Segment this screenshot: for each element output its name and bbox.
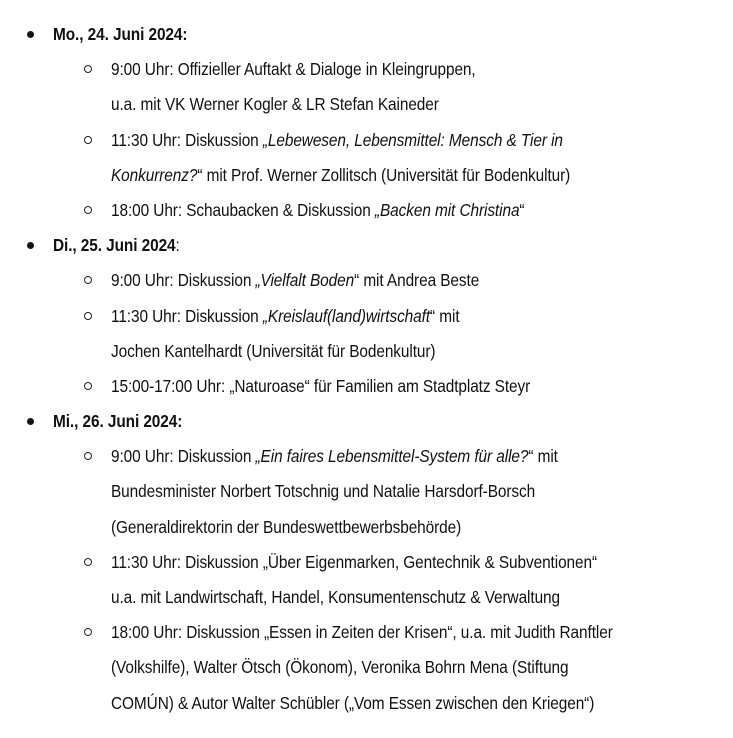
event-title-italic: „Backen mit Christina [374, 199, 520, 220]
hollow-circle-bullet-icon [84, 136, 92, 144]
day-date-text: Di., 25. Juni 2024 [53, 235, 176, 256]
day-date [53, 228, 180, 263]
hollow-circle-bullet-icon [84, 276, 92, 284]
event-text [111, 510, 461, 545]
event-text-segment: u.a. mit Landwirtschaft, Handel, Konsumentenschutz & Verwaltung [111, 587, 561, 607]
event-item-continuation [0, 650, 733, 685]
event-item [0, 545, 733, 580]
event-text [111, 615, 613, 650]
event-text [111, 545, 597, 580]
event-text-segment: Jochen Kantelhardt (Universität für Bodenkultur) [111, 340, 436, 361]
event-item [0, 615, 733, 650]
hollow-circle-bullet-icon [84, 206, 92, 214]
day-date [53, 17, 187, 52]
event-text [111, 334, 435, 369]
event-text-segment: COMÚN) & Autor Walter Schübler („Vom Essen zwischen den Kriegen“) [111, 692, 595, 713]
event-title-italic: „Ein faires Lebensmittel-System für alle? [255, 446, 529, 467]
event-title-italic: „Kreislauf(land)wirtschaft [262, 305, 431, 326]
event-text [111, 158, 570, 193]
event-item-continuation [0, 474, 733, 509]
event-item-continuation [0, 580, 733, 615]
event-text [111, 87, 439, 122]
event-text-segment: 11:30 Uhr: Diskussion [111, 305, 263, 326]
event-text-segment: 11:30 Uhr: Diskussion „Über Eigenmarken, Gentechnik & Subventionen“ [111, 551, 598, 572]
hollow-circle-bullet-icon [84, 628, 92, 636]
event-item-continuation [0, 686, 733, 721]
event-item [0, 52, 733, 87]
event-text [111, 123, 563, 158]
event-text [111, 474, 535, 509]
event-text [111, 263, 479, 298]
event-text-segment: 9:00 Uhr: Diskussion [111, 446, 256, 467]
event-text-segment: “ [519, 199, 525, 220]
hollow-circle-bullet-icon [84, 65, 92, 73]
event-text [111, 686, 594, 721]
event-text [111, 193, 524, 228]
event-item [0, 439, 733, 474]
filled-disc-bullet-icon [27, 418, 34, 425]
hollow-circle-bullet-icon [84, 452, 92, 460]
event-title-italic: „Vielfalt Boden [255, 270, 355, 291]
event-text-segment: “ mit Andrea Beste [354, 270, 480, 291]
event-text-segment: 9:00 Uhr: Offizieller Auftakt & Dialoge in Kleingruppen, [111, 59, 476, 80]
event-text-segment: 15:00-17:00 Uhr: „Naturoase“ für Familien am Stadtplatz Steyr [111, 375, 531, 396]
event-text-segment: (Volkshilfe), Walter Ötsch (Ökonom), Veronika Bohrn Mena (Stiftung [111, 657, 569, 678]
event-text-segment: 18:00 Uhr: Diskussion „Essen in Zeiten der Krisen“, u.a. mit Judith Ranftler [111, 622, 613, 643]
event-text [111, 52, 476, 87]
day-heading [0, 228, 733, 263]
day-heading [0, 404, 733, 439]
event-text-segment: “ mit [430, 305, 460, 326]
event-item [0, 369, 733, 404]
event-title-italic: Konkurrenz? [111, 164, 198, 185]
event-item [0, 193, 733, 228]
day-date-text: Mo., 24. Juni 2024: [53, 24, 188, 44]
event-text-segment: 18:00 Uhr: Schaubacken & Diskussion [111, 199, 375, 220]
event-text-segment: u.a. mit VK Werner Kogler & LR Stefan Kaineder [111, 94, 439, 115]
event-text-segment: (Generaldirektorin der Bundeswettbewerbsbehörde) [111, 516, 462, 537]
event-text-segment: 11:30 Uhr: Diskussion [111, 129, 263, 150]
event-title-italic: „Lebewesen, Lebensmittel: Mensch & Tier in [262, 129, 563, 150]
hollow-circle-bullet-icon [84, 558, 92, 566]
event-item-continuation [0, 87, 733, 122]
event-item-continuation [0, 158, 733, 193]
event-text [111, 650, 569, 685]
event-text-segment: Bundesminister Norbert Totschnig und Natalie Harsdorf-Borsch [111, 481, 536, 502]
day-date-suffix: : [175, 235, 180, 256]
event-item [0, 123, 733, 158]
event-item [0, 299, 733, 334]
event-schedule-document [0, 17, 733, 721]
event-item-continuation [0, 510, 733, 545]
event-text-segment: “ mit [528, 446, 558, 467]
event-item [0, 263, 733, 298]
event-text [111, 369, 530, 404]
event-text-segment: “ mit Prof. Werner Zollitsch (Universität für Bodenkultur) [197, 164, 571, 185]
event-text [111, 580, 560, 615]
event-text [111, 439, 558, 474]
hollow-circle-bullet-icon [84, 382, 92, 390]
day-date [53, 404, 182, 439]
event-text-segment: 9:00 Uhr: Diskussion [111, 270, 256, 291]
filled-disc-bullet-icon [27, 242, 34, 249]
filled-disc-bullet-icon [27, 31, 34, 38]
event-text [111, 299, 460, 334]
day-heading [0, 17, 733, 52]
day-date-text: Mi., 26. Juni 2024: [53, 411, 183, 432]
event-item-continuation [0, 334, 733, 369]
hollow-circle-bullet-icon [84, 312, 92, 320]
